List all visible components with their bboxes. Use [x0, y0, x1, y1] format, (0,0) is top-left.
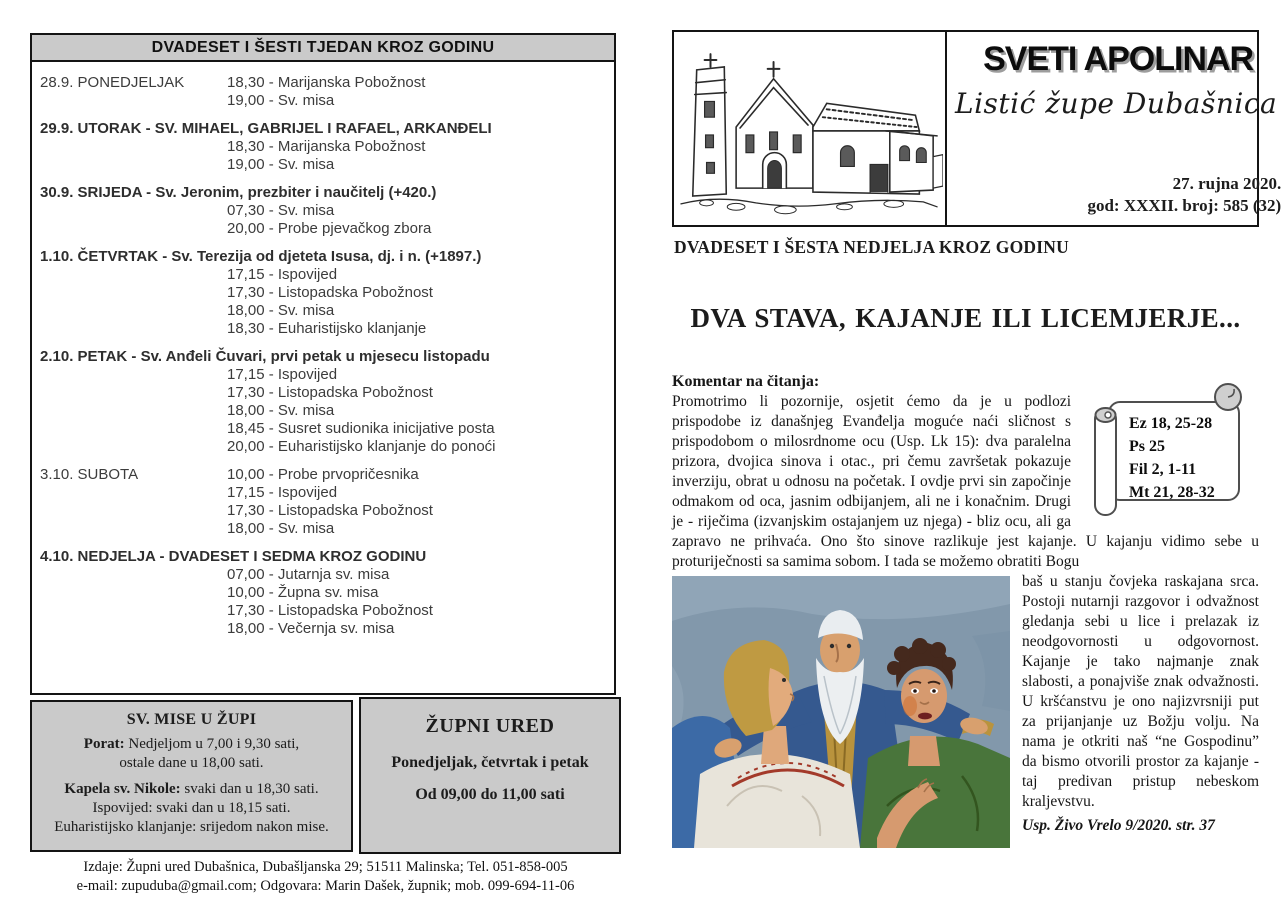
source-reference: Usp. Živo Vrelo 9/2020. str. 37: [1022, 817, 1215, 834]
schedule-time: 17,30 - Listopadska Pobožnost: [227, 384, 433, 401]
porat-text2: ostale dane u 18,00 sati.: [119, 755, 264, 771]
schedule-time: 19,00 - Sv. misa: [227, 156, 335, 173]
schedule-time: 17,15 - Ispovijed: [227, 484, 338, 501]
schedule-body: [32, 62, 614, 638]
schedule-time: 17,30 - Listopadska Pobožnost: [227, 284, 433, 301]
kapela-label: Kapela sv. Nikole:: [64, 781, 181, 797]
imprint-line2: e-mail: zupuduba@gmail.com; Odgovara: Marin Dašek, župnik; mob. 099-694-11-06: [76, 878, 575, 894]
commentary-label: Komentar na čitanja:: [672, 373, 820, 390]
masthead-text: [947, 32, 1285, 225]
schedule-times: [227, 566, 606, 638]
schedule-day: 30.9. SRIJEDA - Sv. Jeronim, prezbiter i naučitelj (+420.): [40, 184, 437, 201]
schedule-time: 18,30 - Marijanska Pobožnost: [227, 74, 426, 91]
schedule-day: 29.9. UTORAK - SV. MIHAEL, GABRIJEL I RAFAEL, ARKANĐELI: [40, 120, 492, 137]
schedule-time: 18,00 - Sv. misa: [227, 520, 335, 537]
schedule-entry: [40, 74, 606, 110]
parish-office-days: Ponedjeljak, četvrtak i petak: [391, 754, 589, 771]
weekly-schedule-box: [30, 33, 616, 695]
schedule-day: 28.9. PONEDJELJAK: [40, 74, 185, 91]
schedule-time: 17,30 - Listopadska Pobožnost: [227, 502, 433, 519]
reading-item: Ez 18, 25-28: [1129, 415, 1213, 432]
gospel-illustration: [672, 576, 1010, 848]
gospel-illustration-svg: [672, 576, 1010, 848]
schedule-entry: [40, 248, 606, 338]
klanjanje-text: Euharistijsko klanjanje: srijedom nakon mise.: [54, 819, 329, 835]
schedule-time: 18,30 - Marijanska Pobožnost: [227, 138, 426, 155]
schedule-time: 07,00 - Jutarnja sv. misa: [227, 566, 390, 583]
schedule-time: 10,00 - Župna sv. misa: [227, 584, 379, 601]
schedule-time: 17,30 - Listopadska Pobožnost: [227, 602, 433, 619]
schedule-time: 18,45 - Susret sudionika inicijative posta: [227, 420, 495, 437]
right-page: [672, 0, 1282, 909]
bulletin-title: SVETI APOLINAR: [983, 40, 1254, 78]
article-paragraph-2: baš u stanju čovjeka raskajana srca. Postoji nutarnji razgovor i odvažnost gledanja sebi u lice i prelazak iz neodgovornosti u odgovornost. Kajanje je tako najmanje znak slabosti, a ponajviše znak odvažnosti. U kršćanstvu je ono najizvrsniji put za prijanjanje uz Božju volju. Na nama je otkriti naš “ne Gospodinu” da bismo otvorili prostor za kajanje - taj predivan pristup nebeskom kraljevstvu.: [1022, 573, 1259, 810]
schedule-times: [227, 138, 606, 174]
schedule-day: 1.10. ČETVRTAK - Sv. Terezija od djeteta Isusa, dj. i n. (+1897.): [40, 248, 482, 265]
reading-item: Fil 2, 1-11: [1129, 461, 1197, 478]
mass-times-kapela: [32, 780, 351, 837]
issue-number: god: XXXII. broj: 585 (32): [1087, 196, 1282, 215]
schedule-header: DVADESET I ŠESTI TJEDAN KROZ GODINU: [32, 35, 614, 62]
readings-scroll: [1081, 372, 1259, 524]
parish-office-title: ŽUPNI URED: [425, 715, 555, 737]
schedule-time: 18,30 - Euharistijsko klanjanje: [227, 320, 427, 337]
ispovijed-text: Ispovijed: svaki dan u 18,15 sati.: [92, 800, 291, 816]
reading-item: Ps 25: [1129, 438, 1165, 455]
schedule-time: 20,00 - Probe pjevačkog zbora: [227, 220, 432, 237]
schedule-day: 2.10. PETAK - Sv. Anđeli Čuvari, prvi petak u mjesecu listopadu: [40, 348, 490, 365]
schedule-entry: [40, 466, 606, 538]
parish-office-box: [359, 697, 621, 854]
sunday-title: DVADESET I ŠESTA NEDJELJA KROZ GODINU: [674, 237, 1069, 257]
schedule-time: 18,00 - Sv. misa: [227, 402, 335, 419]
porat-label: Porat:: [83, 736, 125, 752]
article-title: DVA STAVA, KAJANJE ILI LICEMJERJE...: [690, 303, 1241, 333]
left-page: [30, 0, 621, 909]
schedule-times: [227, 74, 606, 110]
article-body: [672, 372, 1259, 850]
imprint-line1: Izdaje: Župni ured Dubašnica, Dubašljanska 29; 51511 Malinska; Tel. 051-858-005: [83, 859, 568, 875]
masthead: [672, 30, 1282, 227]
bulletin-subtitle: Listić župe Dubašnica: [955, 87, 1278, 120]
schedule-time: 17,15 - Ispovijed: [227, 366, 338, 383]
schedule-time: 18,00 - Sv. misa: [227, 302, 335, 319]
schedule-entry: [40, 548, 606, 638]
schedule-times: [227, 366, 606, 456]
church-drawing: [674, 32, 947, 225]
schedule-time: 07,30 - Sv. misa: [227, 202, 335, 219]
schedule-times: [227, 466, 606, 538]
parish-office-hours: Od 09,00 do 11,00 sati: [415, 786, 565, 803]
schedule-time: 19,00 - Sv. misa: [227, 92, 335, 109]
imprint: [30, 858, 621, 896]
schedule-entry: [40, 348, 606, 456]
schedule-entry: [40, 184, 606, 238]
reading-item: Mt 21, 28-32: [1129, 484, 1215, 501]
schedule-time: 10,00 - Probe prvopričesnika: [227, 466, 419, 483]
mass-times-box: [30, 700, 353, 852]
schedule-time: 20,00 - Euharistijsko klanjanje do ponoći: [227, 438, 496, 455]
readings-list: [1081, 372, 1259, 504]
church-drawing-svg: [677, 36, 943, 222]
kapela-text: svaki dan u 18,30 sati.: [184, 781, 319, 797]
mass-times-title: SV. MISE U ŽUPI: [126, 711, 257, 728]
schedule-day: 3.10. SUBOTA: [40, 466, 139, 483]
schedule-time: 18,00 - Večernja sv. misa: [227, 620, 395, 637]
schedule-times: [227, 266, 606, 338]
schedule-times: [227, 202, 606, 238]
porat-text: Nedjeljom u 7,00 i 9,30 sati,: [128, 736, 300, 752]
schedule-day: 4.10. NEDJELJA - DVADESET I SEDMA KROZ GODINU: [40, 548, 427, 565]
article-continuation: [672, 572, 1259, 836]
article-paragraph-1: Promotrimo li pozornije, osjetit ćemo da je u podlozi prispodobe iz današnjeg Evanđelja moguće naći sličnost s prispodobom o milosrdnome ocu (Usp. Lk 15): dva paralelna prizora, dvojica sinova i otac., pri čemu završetak pokazuje inverziju, obrat u odnosu na početak. I ovdje prvi sin započinje odmakom od oca, jasnim odbijanjem, ali ne i konačnim. Drugi je - riječima (izvanjskim ostajanjem uz njega) - bliz ocu, ali ga zapravo ne prihvaća. Ono što sinove razlikuje jest kajanje. U kajanju vidimo sebe u proturiječnosti sa samima sobom. I tada se možemo obratiti Bogu: [672, 393, 1259, 570]
mass-times-porat: [32, 735, 351, 773]
issue-date: 27. rujna 2020.: [1172, 174, 1282, 193]
schedule-entry: [40, 120, 606, 174]
schedule-time: 17,15 - Ispovijed: [227, 266, 338, 283]
issue-info: [1087, 173, 1281, 217]
